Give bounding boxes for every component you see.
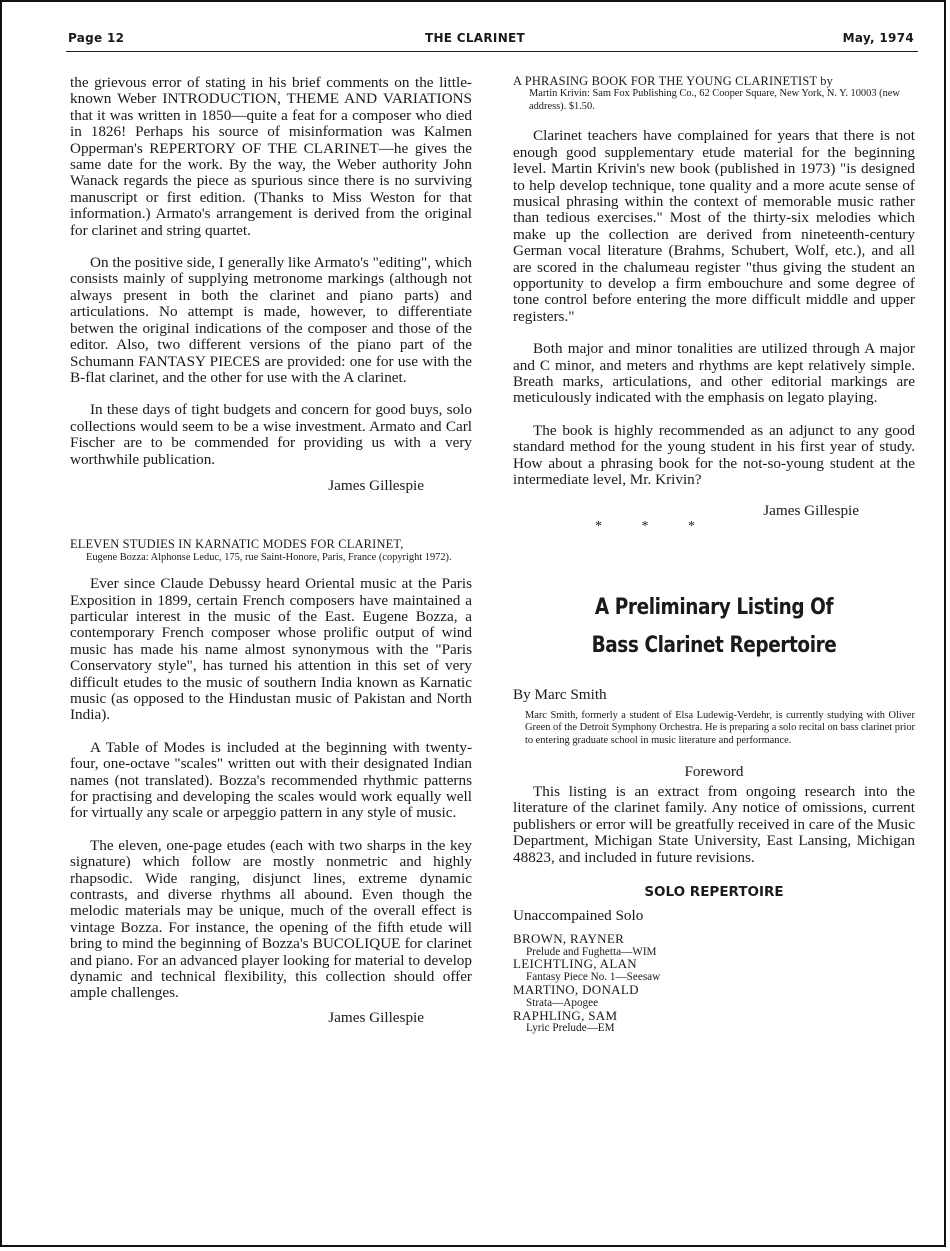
list-item (513, 958, 915, 984)
work-title: Lyric Prelude—EM (526, 1022, 615, 1035)
work-title: Fantasy Piece No. 1—Seesaw (526, 971, 661, 984)
article-title-line-2: Bass Clarinet Repertoire (591, 633, 837, 659)
composer-name: BROWN, RAYNER (513, 930, 625, 946)
list-item (513, 981, 915, 1010)
review1-paragraph-1: the grievous error of stating in his brief comments on the little-known Weber INTRODUCTION, THEME AND VARIATIONS that it was written in 1850—quite a feat for a composer who died in 1826! Perhaps his source of misinformation was Kalmen Opperman's REPERTORY OF THE CLARINET—he gives the same date for the work. By the way, the Weber authority John Wanack regards the piece as spurious since there is no surviving manuscript or first edition. (Thanks to Miss Weston for that information.) Armato's arrangement is derived from the original for clarinet and string quartet. (70, 74, 472, 239)
composer-name: MARTINO, DONALD (513, 981, 639, 997)
foreword-paragraph: This listing is an extract from ongoing research into the literature of the clarinet family. Any notice of omissions, current publishers or error will be greatfully received in care of the Music Department, Michigan State University, East Lansing, Michigan 48823, and included in future revisions. (513, 782, 915, 866)
work-title: Prelude and Fughetta—WIM (526, 945, 657, 958)
review2-paragraph-2: A Table of Modes is included at the beginning with twenty-four, one-octave "scales" written out with their designated Indian names (not translated). Bozza's recommended rhythmic patterns for practising and developing the scales would work equally well for virtually any scale or arpeggio pattern in any style of music. (70, 738, 472, 822)
composer-name: LEICHTLING, ALAN (513, 956, 637, 972)
list-item (513, 1007, 915, 1036)
review1-paragraph-3: In these days of tight budgets and concern for good buys, solo collections would seem to be a wise investment. Armato and Carl Fischer are to be commended for providing us with a very worthwhile publication. (70, 401, 472, 468)
review3-paragraph-2: Both major and minor tonalities are utilized through A major and C minor, and meters and rhythms are kept relatively simple. Breath marks, articulations, and other editorial markings are meticulously indicated with the emphasis on legato playing. (513, 340, 915, 407)
composer-name: RAPHLING, SAM (513, 1007, 618, 1023)
review3-signature: James Gillespie (763, 501, 859, 519)
list-item (513, 930, 915, 959)
header-rule (66, 51, 918, 52)
unaccompanied-solo-subheading: Unaccompained Solo (513, 907, 644, 925)
left-column (70, 75, 472, 1026)
review3-publication: Martin Krivin: Sam Fox Publishing Co., 62 Cooper Square, New York, N. Y. 10003 (new address). $1.50. (529, 88, 900, 112)
issue-date: May, 1974 (842, 31, 914, 45)
work-title: Strata—Apogee (526, 996, 599, 1009)
solo-repertoire-heading: SOLO REPERTOIRE (644, 883, 784, 900)
review1-paragraph-2: On the positive side, I generally like Armato's "editing", which consists mainly of supplying metronome markings (although not always present in both the clarinet and piano parts) and articulations. No attempt is made, however, to differentiate betwen the original indications of the composer and those of the editor. Also, two different versions of the piano part of the Schumann FANTASY PIECES are provided: one for use with the B-flat clarinet, and the other for use with the A clarinet. (70, 254, 472, 386)
review3-paragraph-1: Clarinet teachers have complained for years that there is not enough good supplementary etude material for the beginning level. Martin Krivin's new book (published in 1973) "is designed to help develop technique, tone quality and a more acute sense of musical phrasing within the context of memorable music rather than tedious exercises." Most of the thirty-six melodies which make up the collection are derived from nineteenth-century German vocal literature (Brahms, Schubert, Wolf, etc.), and all are scored in the chalumeau register "thus giving the student an opportunity to develop a firm embouchure and some degree of tone control before entering the more difficult middle and upper registers." (513, 127, 915, 325)
review3-paragraph-3: The book is highly recommended as an adjunct to any good standard method for the young student in his first year of study. How about a phrasing book for the not-so-young student at the intermediate level, Mr. Krivin? (513, 421, 915, 489)
journal-title: THE CLARINET (424, 31, 526, 45)
review2-title: ELEVEN STUDIES IN KARNATIC MODES FOR CLARINET, (70, 537, 404, 552)
author-bio: Marc Smith, formerly a student of Elsa Ludewig-Verdehr, is currently studying with Oliver Green of the Detroit Symphony Orchestra. He is preparing a solo recital on bass clarinet prior to entering graduate school in music literature and performance. (525, 709, 915, 746)
foreword-heading: Foreword (684, 762, 744, 780)
repertoire-list (513, 930, 915, 1035)
review3-title: A PHRASING BOOK FOR THE YOUNG CLARINETIST by (513, 74, 834, 88)
review2-signature: James Gillespie (328, 1008, 424, 1026)
article-byline: By Marc Smith (513, 686, 607, 704)
page-number: Page 12 (68, 31, 125, 45)
review1-signature: James Gillespie (328, 476, 424, 494)
section-divider-stars: * * * (595, 518, 713, 534)
article-title-line-1: A Preliminary Listing Of (594, 595, 834, 621)
review2-paragraph-3: The eleven, one-page etudes (each with two sharps in the key signature) which follow are mostly nonmetric and highly rhapsodic. Wide ranging, disjunct lines, extreme dynamic contrasts, and diverse rhythms all abound. Even though the melodic materials may be unique, much of the overall effect is vintage Bozza. For instance, the opening of the fifth etude will bring to mind the beginning of Bozza's BUCOLIQUE for clarinet and piano. For an advanced player looking for material to develop dynamic and technical flexibility, this collection should offer ample challenges. (70, 836, 472, 1002)
review2-paragraph-1: Ever since Claude Debussy heard Oriental music at the Paris Exposition in 1899, certain French composers have maintained a particular interest in the music of the East. Eugene Bozza, a contemporary French composer whose prolific output of wind music has made his name almost synonymous with the "Paris Conservatory style", has turned his attention in this set of very difficult etudes to the music of southern India known as Karnatic music (as opposed to the Hindustan music of Pakistan and North India). (70, 575, 472, 724)
right-column (513, 75, 915, 1035)
review2-publication: Eugene Bozza: Alphonse Leduc, 175, rue Saint-Honore, Paris, France (copyright 1972). (86, 551, 452, 563)
